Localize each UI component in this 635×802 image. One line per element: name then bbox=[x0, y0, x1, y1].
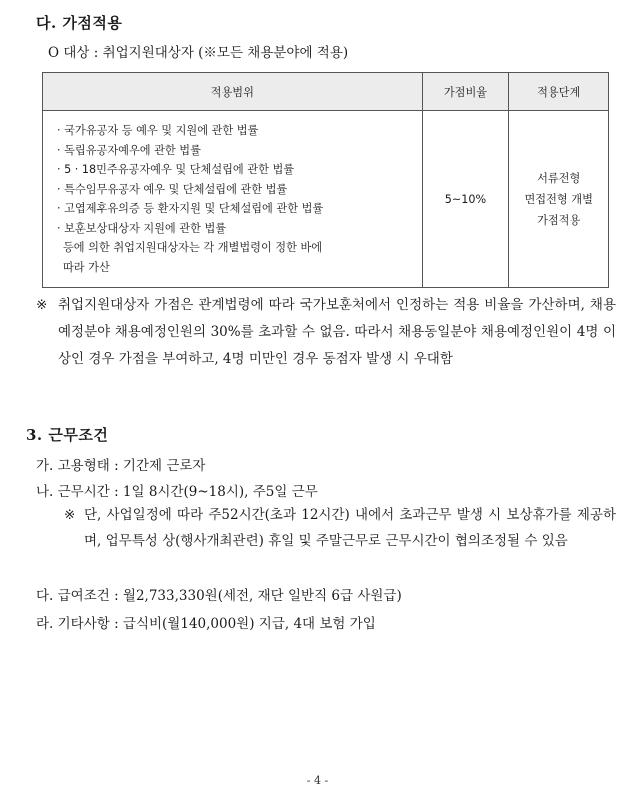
bonus-points-table bbox=[42, 72, 609, 288]
bonus-note bbox=[36, 292, 616, 373]
stage-line: 가점적용 bbox=[537, 213, 581, 227]
ratio-cell: 5~10% bbox=[422, 111, 509, 288]
scope-cell bbox=[43, 111, 423, 288]
stage-line: 서류전형 bbox=[537, 171, 581, 185]
header-ratio: 가점비율 bbox=[422, 73, 509, 111]
overtime-note bbox=[64, 502, 616, 554]
page-number: - 4 - bbox=[306, 774, 329, 787]
note-text: 취업지원대상자 가점은 관계법령에 따라 국가보훈처에서 인정하는 적용 비율을 가산하며, 채용예정분야 채용예정인원의 30%를 초과할 수 없음. 따라서 채용동일분야 채용예정인원이 4명 이상인 경우 가점을 부여하고, 4명 미만인 경우 동점자 발생 시 우대함 bbox=[58, 297, 616, 367]
scope-line: · 보훈보상대상자 지원에 관한 법률 bbox=[57, 221, 227, 235]
note-mark: ※ bbox=[36, 297, 48, 313]
header-scope: 적용범위 bbox=[43, 73, 423, 111]
header-stage: 적용단계 bbox=[509, 73, 609, 111]
section-heading-bonus-points: 다. 가점적용 bbox=[36, 14, 123, 32]
scope-line: · 특수임무유공자 예우 및 단체설립에 관한 법률 bbox=[57, 182, 288, 196]
table-row bbox=[43, 111, 609, 288]
scope-line: 등에 의한 취업지원대상자는 각 개별법령이 정한 바에 bbox=[63, 241, 323, 254]
scope-line: · 국가유공자 등 예우 및 지원에 관한 법률 bbox=[57, 124, 259, 137]
employment-type-line: 가. 고용형태 : 기간제 근로자 bbox=[36, 458, 206, 474]
table-header-row bbox=[43, 73, 609, 111]
working-hours-line: 나. 근무시간 : 1일 8시간(9~18시), 주5일 근무 bbox=[36, 484, 318, 500]
target-line: O 대상 : 취업지원대상자 (※모든 채용분야에 적용) bbox=[48, 45, 349, 61]
other-conditions-line: 라. 기타사항 : 급식비(월140,000원) 지급, 4대 보험 가입 bbox=[36, 616, 376, 632]
stage-cell bbox=[509, 111, 609, 288]
scope-line: · 5 · 18민주유공자예우 및 단체설립에 관한 법률 bbox=[57, 163, 295, 176]
sub-note-mark: ※ bbox=[64, 507, 76, 523]
scope-line: 따라 가산 bbox=[63, 260, 110, 274]
stage-line: 면접전형 개별 bbox=[524, 192, 593, 206]
sub-note-text: 단, 사업일정에 따라 주52시간(초과 12시간) 내에서 초과근무 발생 시 보상휴가를 제공하며, 업무특성 상(행사개최관련) 휴일 및 주말근무로 근무시간이 협의조정될 수 있음 bbox=[84, 507, 616, 549]
section-heading-working-conditions: 3. 근무조건 bbox=[26, 426, 109, 444]
scope-line: · 독립유공자예우에 관한 법률 bbox=[57, 143, 201, 157]
scope-line: · 고엽제후유의증 등 환자지원 및 단체설립에 관한 법률 bbox=[57, 202, 324, 215]
salary-line: 다. 급여조건 : 월2,733,330원(세전, 재단 일반직 6급 사원급) bbox=[36, 588, 402, 604]
